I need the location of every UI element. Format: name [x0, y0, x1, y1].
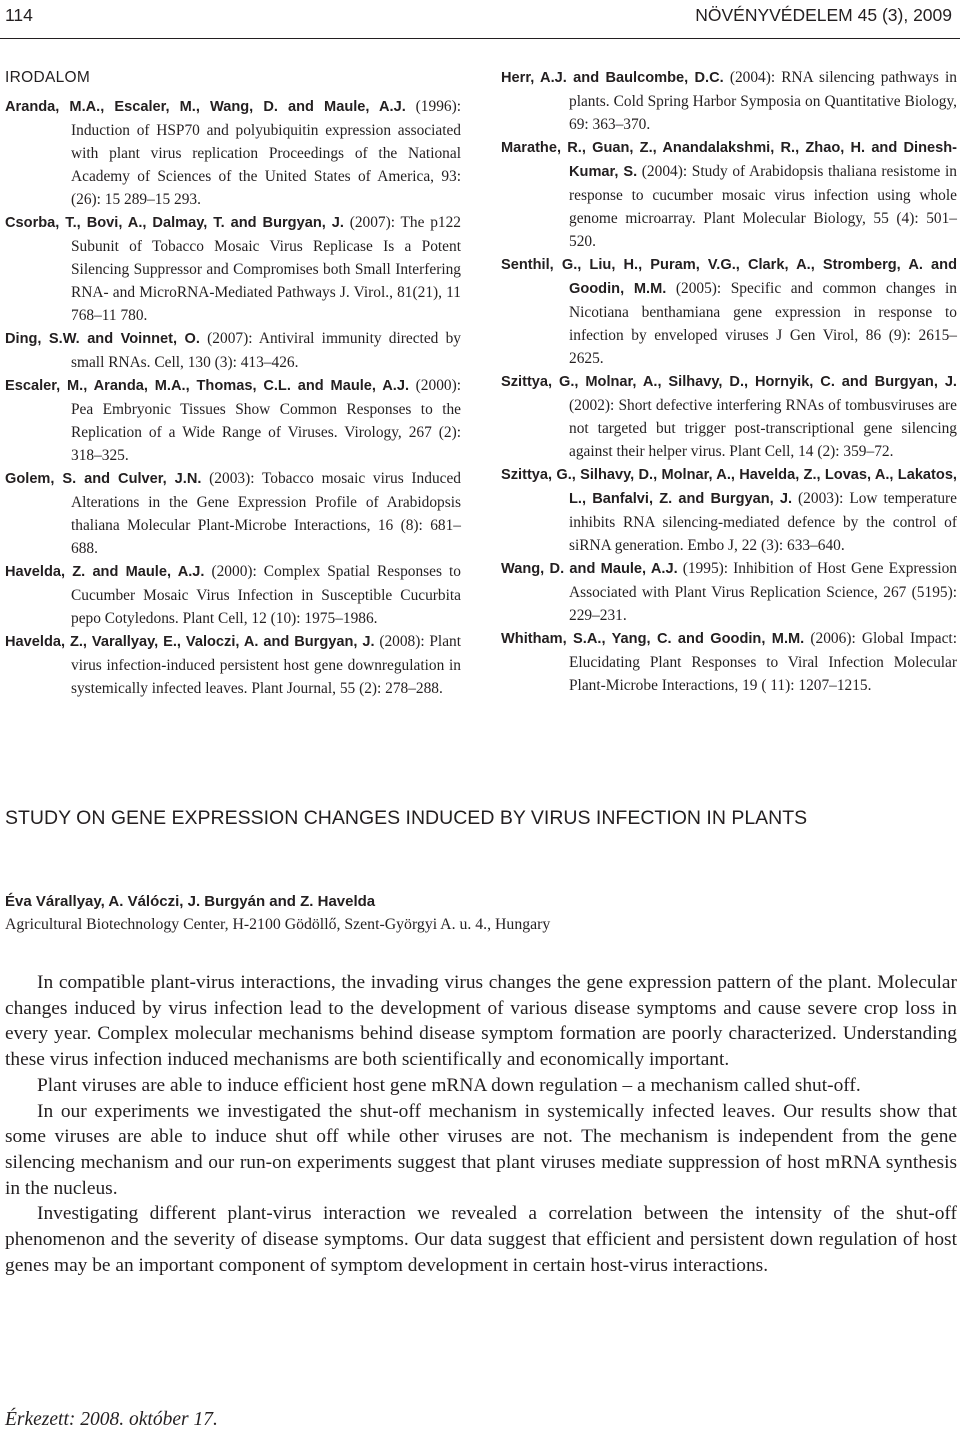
reference-authors: Szittya, G., Molnar, A., Silhavy, D., Hornyik, C. and Burgyan, J.	[501, 374, 957, 390]
reference	[5, 327, 461, 374]
header-rule	[0, 38, 960, 39]
article-abstract	[5, 970, 957, 1278]
reference	[5, 374, 461, 467]
references-right-column	[501, 66, 957, 697]
page-number: 114	[5, 5, 33, 25]
references-heading: IRODALOM	[5, 69, 91, 86]
reference-text: (2004): Study of Arabidopsis thaliana resistome in response to cucumber mosaic virus infection using whole genome microarray. Plant Molecular Biology, 55 (4): 501–520.	[569, 163, 957, 250]
reference-text: (2003): Tobacco mosaic virus Induced Alterations in the Gene Expression Profile of Arabidopsis thaliana Molecular Plant-Microbe Interactions, 16 (8): 681–688.	[71, 470, 461, 557]
references-left-column	[5, 66, 461, 700]
article-affiliation: Agricultural Biotechnology Center, H-2100 Gödöllő, Szent-Györgyi A. u. 4., Hungary	[5, 916, 551, 933]
abstract-paragraph: Plant viruses are able to induce efficient host gene mRNA down regulation – a mechanism called shut-off.	[37, 1074, 861, 1096]
reference-authors: Ding, S.W. and Voinnet, O.	[5, 331, 200, 347]
reference-text: (2000): Complex Spatial Responses to Cucumber Mosaic Virus Infection in Susceptible Cucurbita pepo Cotyledons. Plant Cell, 12 (10): 1975–1986.	[71, 563, 461, 627]
reference-text: (1995): Inhibition of Host Gene Expression Associated with Plant Virus Replication Science, 267 (5195): 229–231.	[569, 560, 957, 624]
reference	[501, 136, 957, 253]
reference-text: (2008): Plant virus infection-induced persistent host gene downregulation in systemically infected leaves. Plant Journal, 55 (2): 278–288.	[71, 633, 461, 697]
reference	[501, 627, 957, 697]
reference-authors: Havelda, Z., Varallyay, E., Valoczi, A. and Burgyan, J.	[5, 634, 375, 650]
author-list: Éva Várallyay, A. Válóczi, J. Burgyán and Z. Havelda	[5, 893, 376, 910]
reference-text: (2000): Pea Embryonic Tissues Show Common Responses to the Replication of a Wide Range of Viruses. Virology, 267 (2): 318–325.	[71, 377, 461, 464]
reference	[5, 630, 461, 700]
reference-text: (2004): RNA silencing pathways in plants. Cold Spring Harbor Symposia on Quantitative Biology, 69: 363–370.	[569, 69, 957, 133]
reference-text: (2007): Antiviral immunity directed by small RNAs. Cell, 130 (3): 413–426.	[71, 330, 461, 371]
reference-text: (2005): Specific and common changes in Nicotiana benthamiana gene expression in response to infection by enveloped viruses J Gen Virol, 86 (9): 2615–2625.	[569, 280, 957, 367]
reference-list-right	[501, 66, 957, 697]
journal-name: NÖVÉNYVÉDELEM 45 (3), 2009	[695, 5, 952, 25]
reference	[5, 211, 461, 327]
reference-list-left	[5, 95, 461, 700]
article-title: STUDY ON GENE EXPRESSION CHANGES INDUCED BY VIRUS INFECTION IN PLANTS	[5, 807, 808, 829]
reference-text: (1996): Induction of HSP70 and polyubiquitin expression associated with plant virus replication Proceedings of the National Academy of Sciences of the United States of America, 93: (26): 15 289–15 293.	[71, 98, 461, 208]
abstract-paragraph: In our experiments we investigated the shut-off mechanism in systemically infected leaves. Our results show that some viruses are able to induce shut off while other viruses are not. The mechanism is independent from the gene silencing mechanism and our run-on experiments suggest that plant viruses mediate suppression of host mRNA synthesis in the nucleus.	[5, 1100, 957, 1199]
reference	[5, 560, 461, 630]
reference-authors: Wang, D. and Maule, A.J.	[501, 561, 678, 577]
reference-authors: Senthil, G., Liu, H., Puram, V.G., Clark, A., Stromberg, A. and Goodin, M.M.	[501, 257, 957, 297]
reference	[501, 370, 957, 463]
article-authors	[5, 893, 905, 911]
reference-text: (2007): The p122 Subunit of Tobacco Mosaic Virus Replicase Is a Potent Silencing Suppressor and Compromises both Small Interfering RNA- and MicroRNA-Mediated Pathways J. Virol., 81(21), 11 768–11 780.	[71, 214, 461, 324]
reference-authors: Havelda, Z. and Maule, A.J.	[5, 564, 205, 580]
reference-text: (2002): Short defective interfering RNAs of tombusviruses are not targeted but trigger post-transcriptional gene silencing against their helper virus. Plant Cell, 14 (2): 359–72.	[569, 397, 957, 460]
abstract-paragraph: In compatible plant-virus interactions, the invading virus changes the gene expression pattern of the plant. Molecular changes induced by virus infection lead to the development of various disease symptoms and cause severe crop loss in every year. Complex molecular mechanisms behind disease symptom formation are poorly characterized. Understanding these virus infection induced mechanisms are both scientifically and economically important.	[5, 972, 957, 1071]
reference	[5, 95, 461, 211]
reference-text: (2003): Low temperature inhibits RNA silencing-mediated defence by the control of siRNA generation. Embo J, 22 (3): 633–640.	[569, 490, 957, 554]
reference-authors: Herr, A.J. and Baulcombe, D.C.	[501, 70, 724, 86]
reference-authors: Szittya, G., Silhavy, D., Molnar, A., Havelda, Z., Lovas, A., Lakatos, L., Banfalvi, Z. and Burgyan, J.	[501, 467, 957, 507]
reference-authors: Golem, S. and Culver, J.N.	[5, 471, 202, 487]
reference	[501, 66, 957, 136]
reference-authors: Aranda, M.A., Escaler, M., Wang, D. and Maule, A.J.	[5, 99, 406, 115]
page-header	[0, 0, 960, 40]
reference-authors: Escaler, M., Aranda, M.A., Thomas, C.L. and Maule, A.J.	[5, 378, 410, 394]
reference-text: (2006): Global Impact: Elucidating Plant Responses to Viral Infection Molecular Plant-Microbe Interactions, 19 ( 11): 1207–1215.	[569, 630, 957, 694]
reference-authors: Marathe, R., Guan, Z., Anandalakshmi, R., Zhao, H. and Dinesh-Kumar, S.	[501, 140, 957, 180]
reference-authors: Csorba, T., Bovi, A., Dalmay, T. and Burgyan, J.	[5, 215, 344, 231]
reference	[501, 557, 957, 627]
reference	[501, 463, 957, 557]
received-date: Érkezett: 2008. október 17.	[5, 1409, 218, 1430]
abstract-paragraph: Investigating different plant-virus interaction we revealed a correlation between the intensity of the shut-off phenomenon and the severity of disease symptoms. Our data suggest that efficient and persistent down regulation of host genes may be an important component of symptom development in certain host-virus interactions.	[5, 1203, 957, 1276]
reference	[501, 253, 957, 370]
reference-authors: Whitham, S.A., Yang, C. and Goodin, M.M.	[501, 631, 805, 647]
reference	[5, 467, 461, 560]
